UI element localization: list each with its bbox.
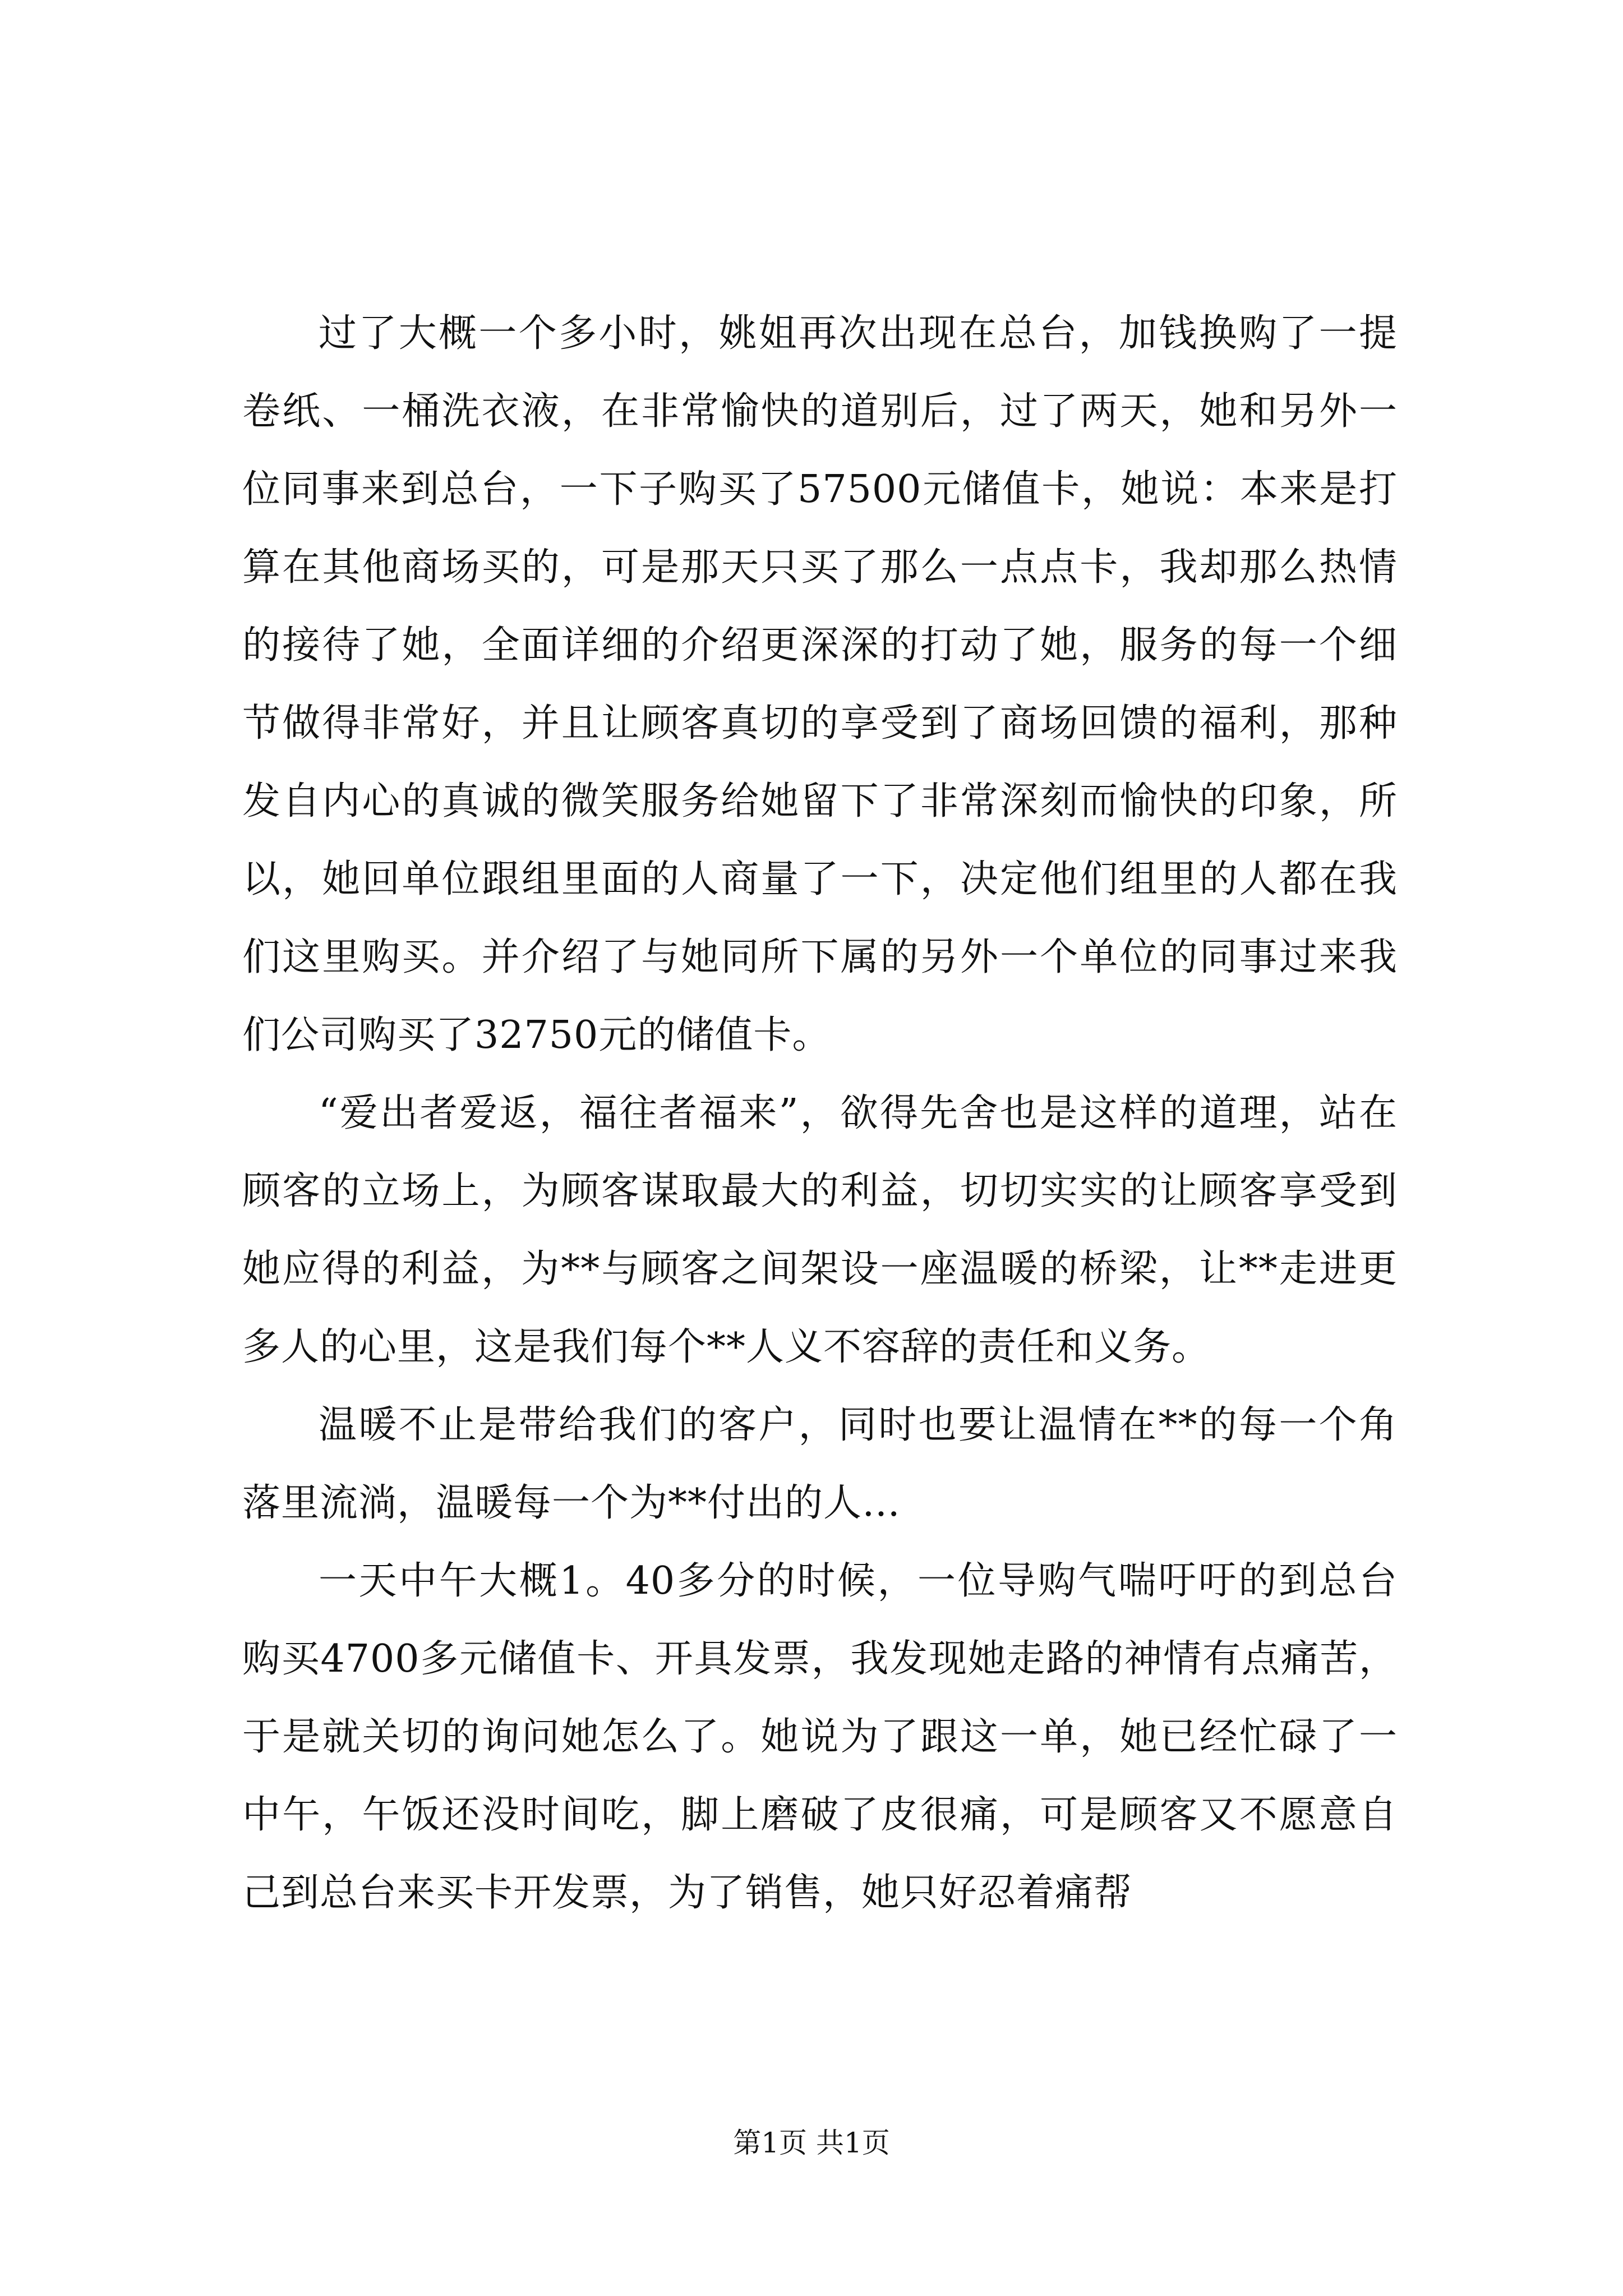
paragraph-3: 温暖不止是带给我们的客户，同时也要让温情在**的每一个角落里流淌，温暖每一个为**付出的人… [242,1403,1398,1525]
page-footer: 第1页 共1页 [733,2127,890,2159]
document-body [242,295,1398,1932]
paragraph-4: 一天中午大概1。40多分的时候，一位导购气喘吁吁的到总台购买4700多元储值卡、开具发票，我发现她走路的神情有点痛苦，于是就关切的询问她怎么了。她说为了跟这一单，她已经忙碌了一中午，午饭还没时间吃，脚上磨破了皮很痛，可是顾客又不愿意自己到总台来买卡开发票，为了销售，她只好忍着痛帮 [242,1559,1398,1915]
paragraph-2: “爱出者爱返，福往者福来”，欲得先舍也是这样的道理，站在顾客的立场上，为顾客谋取最大的利益，切切实实的让顾客享受到她应得的利益，为**与顾客之间架设一座温暖的桥梁，让**走进更多人的心里，这是我们每个**人义不容辞的责任和义务。 [242,1091,1398,1369]
paragraph-1: 过了大概一个多小时，姚姐再次出现在总台，加钱换购了一提卷纸、一桶洗衣液，在非常愉快的道别后，过了两天，她和另外一位同事来到总台，一下子购买了57500元储值卡，她说：本来是打算在其他商场买的，可是那天只买了那么一点点卡，我却那么热情的接待了她，全面详细的介绍更深深的打动了她，服务的每一个细节做得非常好，并且让顾客真切的享受到了商场回馈的福利，那种发自内心的真诚的微笑服务给她留下了非常深刻而愉快的印象，所以，她回单位跟组里面的人商量了一下，决定他们组里的人都在我们这里购买。并介绍了与她同所下属的另外一个单位的同事过来我们公司购买了32750元的储值卡。 [242,311,1398,1057]
